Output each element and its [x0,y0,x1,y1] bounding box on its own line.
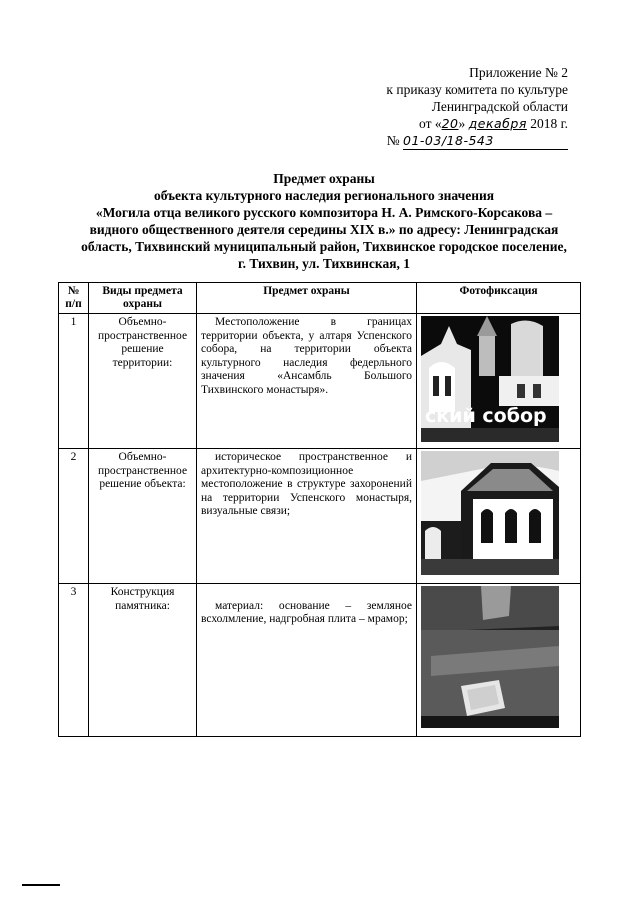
header-subject: Предмет охраны [197,283,417,314]
appendix-date [386,115,568,132]
row-number: 2 [59,449,89,584]
appendix-number [386,132,568,150]
row-kind: Объемно-пространственное решение территории: [89,314,197,449]
photo-caption: ский собор [425,405,547,427]
title-line-5: область, Тихвинский муниципальный район, Тихвинское городское поселение, [81,239,567,254]
monastery-photo [421,451,559,575]
row-kind: Объемно-пространственное решение объекта: [89,449,197,584]
row-kind: Конструкция памятника: [89,584,197,737]
date-suffix: 2018 г. [526,116,568,131]
table-header-row [59,283,581,314]
title-line-1: Предмет охраны [273,171,375,186]
number-handwritten: 01-03/18-543 [403,132,568,150]
date-prefix: от « [419,116,442,131]
appendix-line-2: к приказу комитета по культуре [386,82,568,97]
title-line-4: видного общественного деятеля середины XIX в.» по адресу: Ленинградская [89,222,559,237]
header-num: № п/п [59,283,89,314]
title-line-3: «Могила отца великого русского композитора Н. А. Римского-Корсакова – [95,205,553,220]
row-subject: Местоположение в границах территории объекта, у алтаря Успенского собора, на территории объекта культурного наследия федерльного значения «Ансамбль Большого Тихвинского монастыря». [197,314,417,449]
appendix-line-1: Приложение № 2 [469,65,568,80]
table-row [59,584,581,737]
document-title [60,170,588,272]
row-photo-cell [417,314,581,449]
appendix-block [386,64,568,150]
row-photo-cell [417,584,581,737]
row-number: 1 [59,314,89,449]
date-mid: » [458,116,469,131]
footnote-divider [22,884,60,886]
title-line-2: объекта культурного наследия регионального значения [153,188,495,203]
protection-table [58,282,581,737]
number-prefix: № [386,133,403,148]
date-month-handwritten: декабря [468,116,527,131]
row-subject: историческое пространственное и архитектурно-композиционное местоположение в структуре захоронений на территории Успенского монастыря, визуальные связи; [197,449,417,584]
cathedral-photo [421,316,559,442]
table-row [59,314,581,449]
title-line-6: г. Тихвин, ул. Тихвинская, 1 [237,256,411,271]
appendix-line-3: Ленинградской области [431,99,568,114]
table-row [59,449,581,584]
row-subject: материал: основание – земляное всхолмление, надгробная плита – мрамор; [197,584,417,737]
header-photo: Фотофиксация [417,283,581,314]
grave-photo [421,586,559,728]
row-number: 3 [59,584,89,737]
date-day-handwritten: 20 [441,116,459,131]
header-kind: Виды предмета охраны [89,283,197,314]
row-photo-cell [417,449,581,584]
